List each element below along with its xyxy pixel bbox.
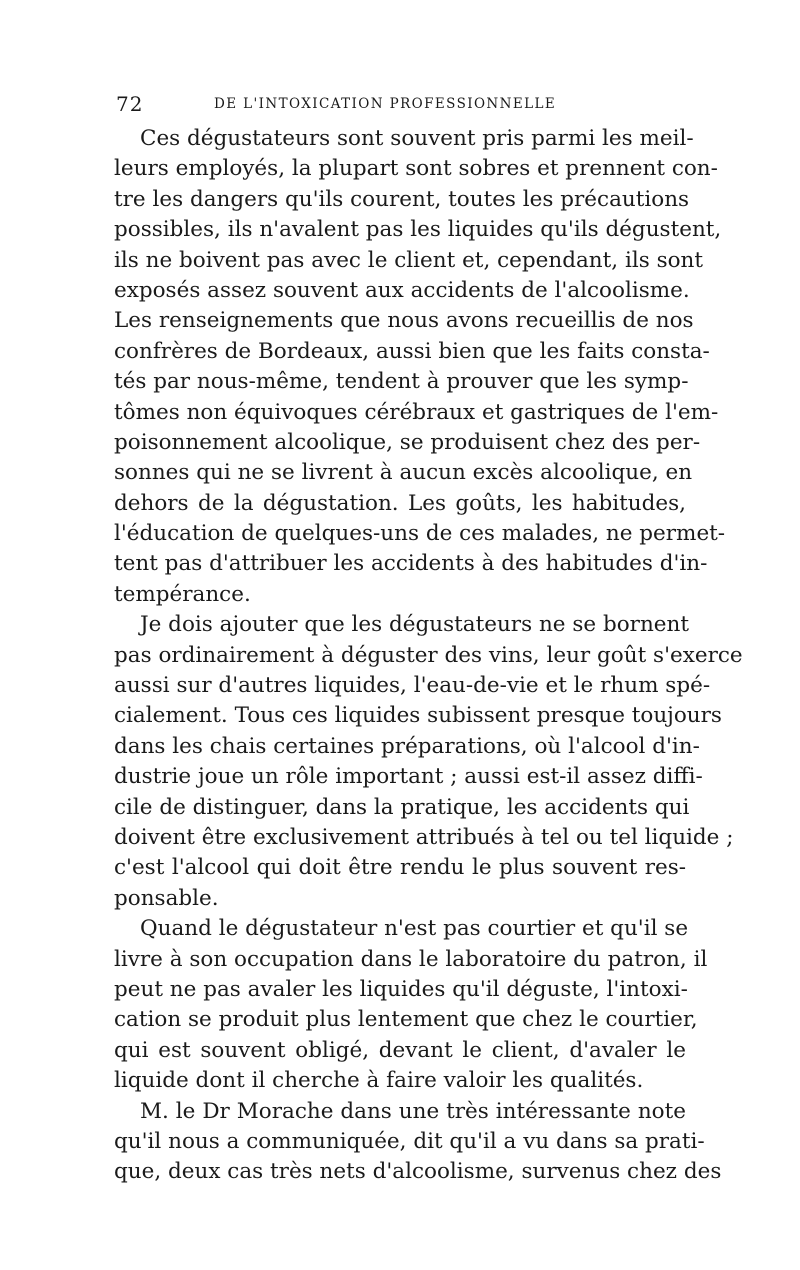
text-line: liquide dont il cherche à faire valoir les qualités. [114, 1068, 644, 1094]
text-line: dans les chais certaines préparations, où l'alcool d'in- [114, 733, 700, 759]
text-line: tempérance. [114, 581, 251, 607]
text-line: cation se produit plus lentement que chez le courtier, [114, 1007, 698, 1033]
paragraph-3 [114, 914, 708, 1096]
text-line: pas ordinairement à déguster des vins, leur goût s'exerce [114, 642, 743, 668]
text-line: qui est souvent obligé, devant le client, d'avaler le [114, 1037, 686, 1063]
text-line: doivent être exclusivement attribués à tel ou tel liquide ; [114, 824, 734, 850]
text-line: tent pas d'attribuer les accidents à des habitudes d'in- [114, 551, 708, 577]
running-head-title: DE L'INTOXICATION PROFESSIONNELLE [214, 96, 557, 112]
text-line: Je dois ajouter que les dégustateurs ne se bornent [140, 612, 689, 638]
text-line: c'est l'alcool qui doit être rendu le plus souvent res- [114, 855, 686, 881]
text-line: confrères de Bordeaux, aussi bien que les faits consta- [114, 338, 710, 364]
text-line: tés par nous-même, tendent à prouver que les symp- [114, 369, 689, 395]
text-line: cile de distinguer, dans la pratique, les accidents qui [114, 794, 690, 820]
text-line: aussi sur d'autres liquides, l'eau-de-vie et le rhum spé- [114, 673, 711, 699]
text-line: tre les dangers qu'ils courent, toutes les précautions [114, 186, 690, 212]
paragraph-4 [114, 1097, 722, 1188]
text-line: Quand le dégustateur n'est pas courtier et qu'il se [140, 916, 689, 942]
text-line: peut ne pas avaler les liquides qu'il déguste, l'intoxi- [114, 976, 688, 1002]
text-line: poisonnement alcoolique, se produisent chez des per- [114, 429, 701, 455]
text-line: Les renseignements que nous avons recueillis de nos [114, 308, 694, 334]
body-text [114, 124, 743, 1188]
page-number: 72 [116, 92, 144, 116]
text-line: ils ne boivent pas avec le client et, cependant, ils sont [114, 247, 704, 273]
text-line: Ces dégustateurs sont souvent pris parmi les meil- [140, 126, 694, 151]
text-line: livre à son occupation dans le laboratoire du patron, il [114, 946, 708, 972]
text-line: exposés assez souvent aux accidents de l'alcoolisme. [114, 277, 690, 303]
text-line: tômes non équivoques cérébraux et gastriques de l'em- [114, 399, 719, 425]
paragraph-2 [114, 610, 743, 914]
text-line: possibles, ils n'avalent pas les liquides qu'ils dégustent, [114, 217, 722, 243]
text-line: que, deux cas très nets d'alcoolisme, survenus chez des [114, 1159, 722, 1185]
text-line: dehors de la dégustation. Les goûts, les habitudes, [114, 490, 686, 516]
text-line: cialement. Tous ces liquides subissent presque toujours [114, 703, 722, 729]
text-line: leurs employés, la plupart sont sobres et prennent con- [114, 156, 718, 182]
paragraph-1 [114, 124, 726, 610]
text-line: ponsable. [114, 885, 219, 911]
text-line: l'éducation de quelques-uns de ces malades, ne permet- [114, 521, 726, 547]
text-line: sonnes qui ne se livrent à aucun excès alcoolique, en [114, 460, 693, 486]
text-line: dustrie joue un rôle important ; aussi est-il assez diffi- [114, 764, 703, 790]
text-line: qu'il nous a communiquée, dit qu'il a vu dans sa prati- [114, 1128, 705, 1154]
text-line: M. le Dr Morache dans une très intéressante note [140, 1098, 686, 1124]
running-head [116, 92, 686, 116]
